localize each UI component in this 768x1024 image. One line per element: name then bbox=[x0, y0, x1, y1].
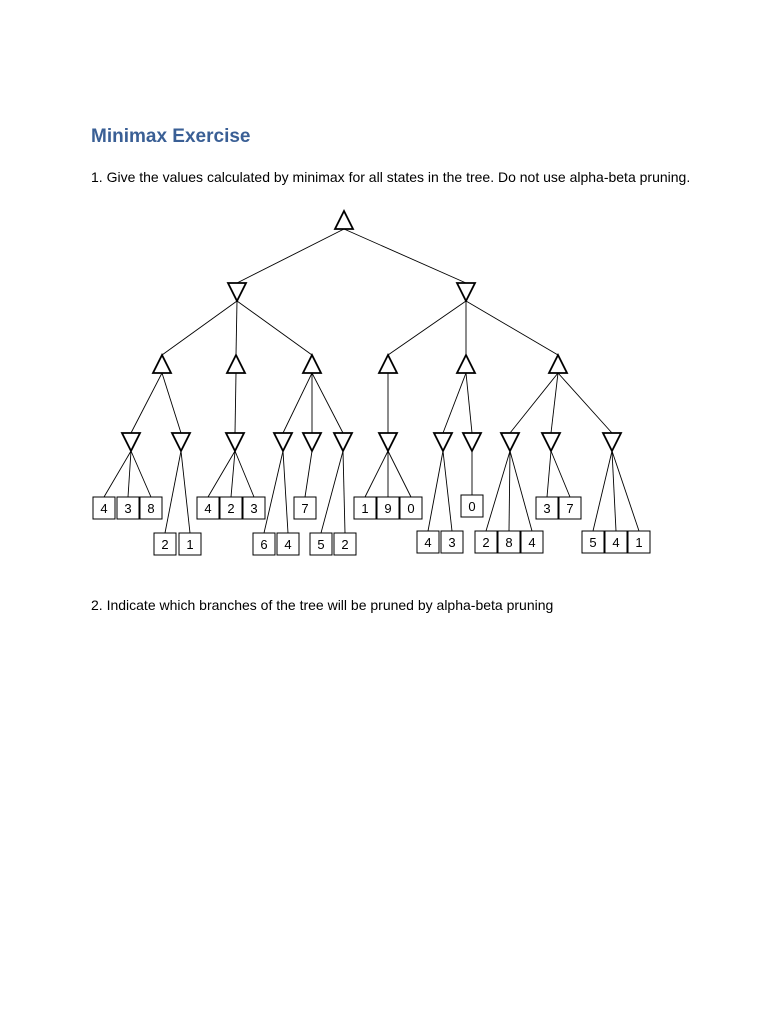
tree-edge bbox=[443, 373, 466, 433]
question-1-text: 1. Give the values calculated by minimax for all states in the tree. Do not use alpha-beta pruning. bbox=[91, 169, 691, 185]
tree-edge bbox=[235, 373, 236, 433]
max-node-triangle bbox=[227, 355, 245, 373]
leaf-edge bbox=[165, 451, 181, 533]
tree-edge bbox=[388, 301, 466, 355]
tree-edge bbox=[237, 229, 344, 283]
leaf-value: 5 bbox=[317, 537, 325, 552]
tree-edge bbox=[466, 373, 472, 433]
leaf-value: 1 bbox=[635, 535, 643, 550]
leaf-value: 4 bbox=[528, 535, 536, 550]
tree-edge bbox=[162, 373, 181, 433]
leaf-value: 3 bbox=[124, 501, 132, 516]
leaf-edge bbox=[612, 451, 639, 531]
page-title: Minimax Exercise bbox=[91, 126, 251, 147]
leaf-value: 5 bbox=[589, 535, 597, 550]
leaf-value: 7 bbox=[566, 501, 574, 516]
min-node-triangle bbox=[228, 283, 246, 301]
leaf-value: 9 bbox=[384, 501, 392, 516]
leaf-edge bbox=[305, 451, 312, 497]
leaf-edge bbox=[388, 451, 411, 497]
leaf-edge bbox=[283, 451, 288, 533]
min-node-triangle bbox=[603, 433, 621, 451]
leaf-edge bbox=[509, 451, 510, 531]
max-node-triangle bbox=[457, 355, 475, 373]
min-node-triangle bbox=[542, 433, 560, 451]
min-node-triangle bbox=[463, 433, 481, 451]
leaf-value: 3 bbox=[448, 535, 456, 550]
leaf-edge bbox=[231, 451, 235, 497]
leaf-value: 3 bbox=[250, 501, 258, 516]
tree-edge bbox=[312, 373, 343, 433]
leaf-edge bbox=[593, 451, 612, 531]
min-node-triangle bbox=[434, 433, 452, 451]
max-node-triangle bbox=[153, 355, 171, 373]
leaf-edge bbox=[551, 451, 570, 497]
tree-edge bbox=[344, 229, 466, 283]
leaf-edge bbox=[510, 451, 532, 531]
leaf-value: 4 bbox=[424, 535, 432, 550]
leaf-edge bbox=[208, 451, 235, 497]
leaf-edge bbox=[181, 451, 190, 533]
leaf-value: 8 bbox=[505, 535, 513, 550]
leaf-value: 4 bbox=[284, 537, 292, 552]
question-2-text: 2. Indicate which branches of the tree will be pruned by alpha-beta pruning bbox=[91, 597, 554, 613]
leaf-value: 8 bbox=[147, 501, 155, 516]
max-node-triangle bbox=[335, 211, 353, 229]
tree-leaves bbox=[93, 495, 650, 555]
leaf-edge bbox=[104, 451, 131, 497]
leaf-edge bbox=[131, 451, 151, 497]
leaf-edge bbox=[365, 451, 388, 497]
leaf-value: 0 bbox=[468, 499, 476, 514]
min-node-triangle bbox=[303, 433, 321, 451]
max-node-triangle bbox=[379, 355, 397, 373]
leaf-edge bbox=[321, 451, 343, 533]
min-node-triangle bbox=[226, 433, 244, 451]
leaf-edge bbox=[264, 451, 283, 533]
tree-edge bbox=[237, 301, 312, 355]
min-node-triangle bbox=[334, 433, 352, 451]
min-node-triangle bbox=[122, 433, 140, 451]
leaf-value: 7 bbox=[301, 501, 309, 516]
tree-edge bbox=[236, 301, 237, 355]
tree-edge bbox=[162, 301, 237, 355]
leaf-edge bbox=[128, 451, 131, 497]
leaf-value: 2 bbox=[161, 537, 169, 552]
leaf-value: 4 bbox=[100, 501, 108, 516]
max-node-triangle bbox=[303, 355, 321, 373]
max-node-triangle bbox=[549, 355, 567, 373]
leaf-value: 3 bbox=[543, 501, 551, 516]
leaf-edge bbox=[428, 451, 443, 531]
leaf-value: 1 bbox=[361, 501, 369, 516]
leaf-edge bbox=[486, 451, 510, 531]
tree-edge bbox=[466, 301, 558, 355]
leaf-value: 4 bbox=[204, 501, 212, 516]
leaf-value: 2 bbox=[482, 535, 490, 550]
leaf-edge bbox=[343, 451, 345, 533]
tree-edge bbox=[283, 373, 312, 433]
leaf-value: 6 bbox=[260, 537, 268, 552]
leaf-value: 4 bbox=[612, 535, 620, 550]
leaf-value: 0 bbox=[407, 501, 415, 516]
min-node-triangle bbox=[172, 433, 190, 451]
leaf-edge bbox=[547, 451, 551, 497]
leaf-value: 2 bbox=[227, 501, 235, 516]
tree-edge bbox=[558, 373, 612, 433]
min-node-triangle bbox=[379, 433, 397, 451]
leaf-value: 2 bbox=[341, 537, 349, 552]
leaf-edge bbox=[235, 451, 254, 497]
min-node-triangle bbox=[501, 433, 519, 451]
tree-edge bbox=[131, 373, 162, 433]
leaf-edge bbox=[612, 451, 616, 531]
min-node-triangle bbox=[274, 433, 292, 451]
tree-nodes bbox=[122, 211, 621, 451]
tree-edge bbox=[510, 373, 558, 433]
tree-edge bbox=[551, 373, 558, 433]
leaf-edge bbox=[443, 451, 452, 531]
tree-edges bbox=[104, 229, 639, 533]
leaf-value: 1 bbox=[186, 537, 194, 552]
min-node-triangle bbox=[457, 283, 475, 301]
